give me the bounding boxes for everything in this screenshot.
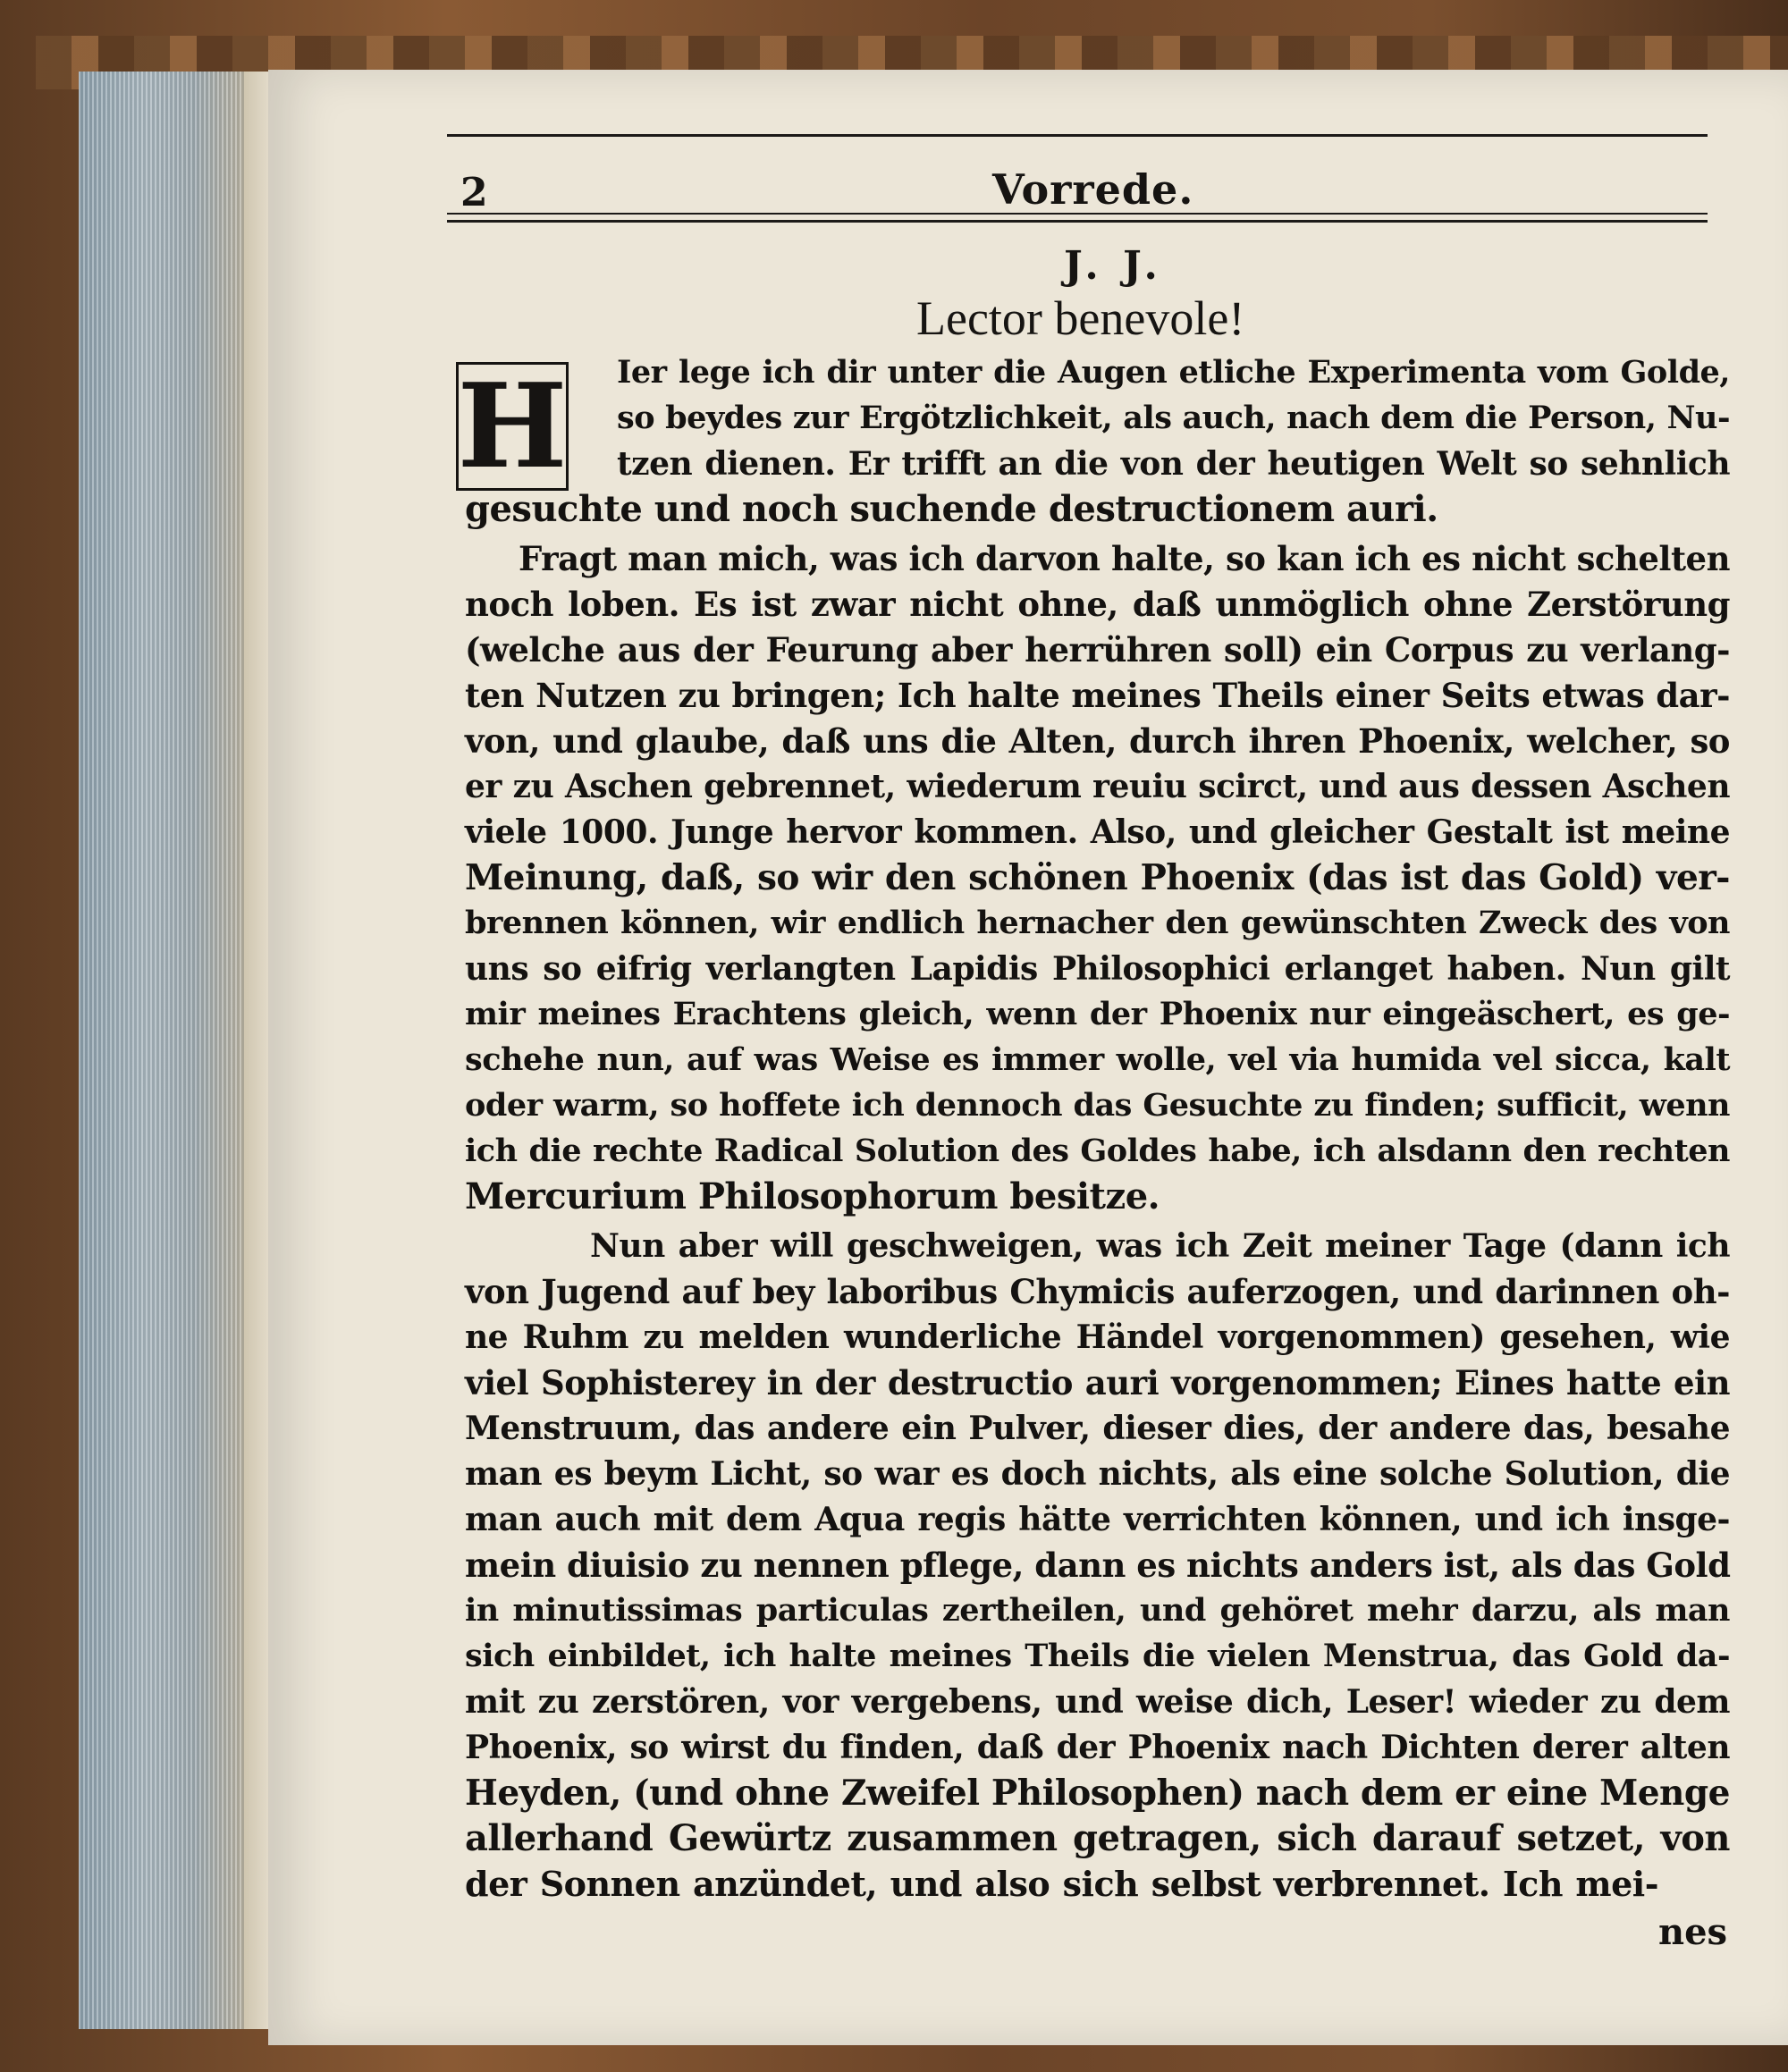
text-line: man es beym Licht, so war es doch nichts, als eine solche Solution, die (465, 1455, 1730, 1493)
text-line: Nun aber will geschweigen, was ich Zeit meiner Tage (dann ich (590, 1227, 1730, 1265)
text-line: Fragt man mich, was ich darvon halte, so kan ich es nicht schelten (519, 539, 1730, 578)
salutation: Lector benevole! (916, 291, 1245, 345)
text-line: mit zu zerstören, vor vergebens, und weise dich, Leser! wieder zu dem (465, 1683, 1730, 1721)
text-line: in minutissimas particulas zertheilen, und gehöret mehr darzu, als man (465, 1592, 1730, 1629)
text-line: von, und glaube, daß uns die Alten, durch ihren Phoenix, welcher, so (465, 721, 1730, 761)
header-rule-top (447, 134, 1708, 137)
text-line: noch loben. Es ist zwar nicht ohne, daß unmöglich ohne Zerstörung (465, 585, 1730, 624)
page-number: 2 (460, 170, 488, 215)
text-line: tzen dienen. Er trifft an die von der heutigen Welt so sehnlich (617, 445, 1730, 483)
text-line: ne Ruhm zu melden wunderliche Händel vorgenommen) gesehen, wie (465, 1318, 1730, 1356)
text-line: uns so eifrig verlangten Lapidis Philosophici erlanget haben. Nun gilt (465, 950, 1730, 988)
text-line: Mercurium Philosophorum besitze. (465, 1175, 1160, 1217)
text-line: mein diuisio zu nennen pflege, dann es nichts anders ist, als das Gold (465, 1546, 1731, 1585)
text-line: er zu Aschen gebrennet, wiederum reuiu scirct, und aus dessen Aschen (465, 768, 1730, 805)
text-line: Heyden, (und ohne Zweifel Philosophen) nach dem er eine Menge (465, 1773, 1730, 1814)
text-line: man auch mit dem Aqua regis hätte verrichten können, und ich insge- (465, 1501, 1730, 1538)
text-line: von Jugend auf bey laboribus Chymicis auferzogen, und darinnen oh- (465, 1272, 1730, 1311)
text-line: sich einbildet, ich halte meines Theils die vielen Menstrua, das Gold da- (465, 1638, 1730, 1674)
text-line: (welche aus der Feurung aber herrühren soll) ein Corpus zu verlang- (465, 630, 1730, 670)
text-line: oder warm, so hoffete ich dennoch das Gesuchte zu finden; sufficit, wenn (465, 1087, 1730, 1124)
page-edges (79, 72, 244, 2029)
text-line: viel Sophisterey in der destructio auri vorgenommen; Eines hatte ein (465, 1363, 1730, 1402)
text-line: Menstruum, das andere ein Pulver, dieser dies, der andere das, besahe (465, 1410, 1730, 1447)
running-head: Vorrede. (992, 165, 1194, 214)
catchword: nes (1658, 1911, 1728, 1953)
header-rule-bottom-double (447, 220, 1708, 223)
text-line: ich die rechte Radical Solution des Goldes habe, ich alsdann den rechten (465, 1133, 1730, 1169)
text-line: Ier lege ich dir unter die Augen etliche Experimenta vom Golde, (617, 354, 1730, 391)
text-line: ten Nutzen zu bringen; Ich halte meines Theils einer Seits etwas dar- (465, 676, 1730, 715)
text-line: der Sonnen anzündet, und also sich selbst verbrennet. Ich mei- (465, 1864, 1658, 1904)
text-line: brennen können, wir endlich hernacher den gewünschten Zweck des von (465, 905, 1730, 941)
text-line: gesuchte und noch suchende destructionem auri. (465, 488, 1438, 530)
text-line: viele 1000. Junge hervor kommen. Also, und gleicher Gestalt ist meine (465, 813, 1730, 851)
text-line: so beydes zur Ergötzlichkeit, als auch, nach dem die Person, Nu- (617, 400, 1730, 436)
author-initials: J. J. (1064, 243, 1163, 289)
text-line: allerhand Gewürtz zusammen getragen, sich darauf setzet, von (465, 1817, 1730, 1859)
text-line: mir meines Erachtens gleich, wenn der Phoenix nur eingeäschert, es ge- (465, 996, 1730, 1032)
text-line: schehe nun, auf was Weise es immer wolle, vel via humida vel sicca, kalt (465, 1041, 1730, 1078)
text-line: Meinung, daß, so wir den schönen Phoenix (das ist das Gold) ver- (465, 857, 1730, 898)
drop-cap-initial: H (457, 358, 568, 494)
text-line: Phoenix, so wirst du finden, daß der Phoenix nach Dichten derer alten (465, 1729, 1730, 1766)
